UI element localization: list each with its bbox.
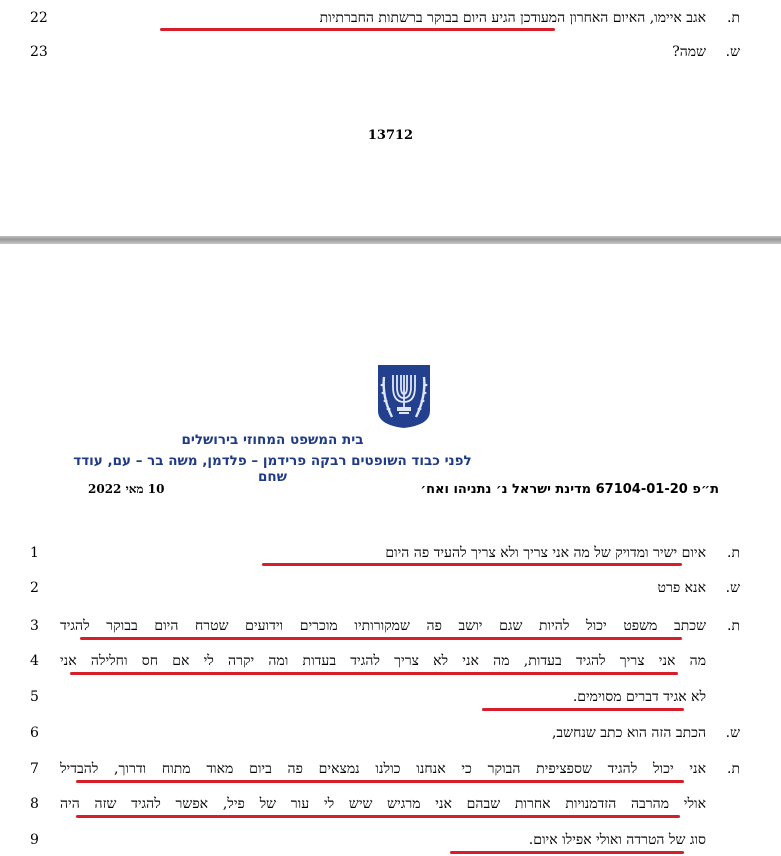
line-text: הכתב הזה הוא כתב שנחשב, bbox=[551, 725, 706, 741]
current-page bbox=[0, 244, 781, 856]
case-title: ת״פ 67104-01-20 מדינת ישראל נ׳ נתניהו ואח׳ bbox=[420, 482, 719, 497]
previous-page bbox=[0, 0, 781, 236]
line-number: 4 bbox=[30, 653, 39, 669]
line-text: אולי מהרבה הזדמנויות אחרות שבהם אני מרגיש שיש לי עור של פיל, אפשר להגיד שזה היה bbox=[60, 796, 706, 812]
red-underline bbox=[450, 851, 684, 854]
transcript-line bbox=[0, 40, 781, 64]
red-underline bbox=[160, 28, 555, 31]
line-text: שמה? bbox=[672, 44, 706, 60]
line-number: 8 bbox=[30, 796, 39, 812]
red-underline bbox=[262, 563, 682, 566]
line-text: אני יכול להגיד שספציפית הבוקר כי אנחנו כולנו נמצאים פה ביום מאוד מתוח ודרוך, להבדיל bbox=[60, 761, 706, 777]
hearing-date: 10 מאי 2022 bbox=[88, 482, 165, 496]
judges-panel: לפני כבוד השופטים רבקה פרידמן – פלדמן, משה בר – עם, עודד שחם bbox=[73, 453, 472, 485]
red-underline bbox=[80, 637, 682, 640]
line-text: איום ישיר ומדויק של מה אני צריך ולא צריך להעיד פה היום bbox=[385, 545, 706, 561]
transcript-line bbox=[0, 721, 781, 745]
red-underline bbox=[76, 780, 684, 783]
line-text: אגב איימו, האיום האחרון המעודכן הגיע היום בבוקר ברשתות החברתיות bbox=[319, 10, 706, 26]
transcript-line bbox=[0, 6, 781, 30]
line-number: 22 bbox=[30, 10, 48, 26]
transcript-line bbox=[0, 685, 781, 709]
transcript-line bbox=[0, 649, 781, 673]
line-text: סוג של הטרדה ואולי אפילו איום. bbox=[528, 832, 706, 848]
transcript-line bbox=[0, 792, 781, 816]
transcript-line bbox=[0, 757, 781, 781]
court-name: בית המשפט המחוזי בירושלים bbox=[181, 432, 364, 448]
line-number: 1 bbox=[30, 545, 39, 561]
page-separator bbox=[0, 236, 781, 244]
red-underline bbox=[482, 708, 684, 711]
transcript-line bbox=[0, 614, 781, 638]
speaker-label: ש. bbox=[725, 580, 740, 596]
line-text: אנא פרט bbox=[657, 580, 706, 596]
line-text: לא אגיד דברים מסוימים. bbox=[572, 689, 706, 705]
line-text: שכתב משפט יכול להיות שגם יושב פה שמקורותיו מוכרים וידועים שטרח היום בבוקר להגיד bbox=[60, 618, 706, 634]
speaker-label: ת. bbox=[727, 761, 740, 777]
red-underline bbox=[70, 672, 678, 675]
line-number: 2 bbox=[30, 580, 39, 596]
line-number: 3 bbox=[30, 618, 39, 634]
line-text: מה אני צריך להגיד בעדות, מה אני לא צריך להגיד בעדות ומה יקרה לי אם חס וחלילה אני bbox=[60, 653, 706, 669]
transcript-line bbox=[0, 576, 781, 600]
line-number: 5 bbox=[30, 689, 39, 705]
speaker-label: ת. bbox=[727, 10, 740, 26]
case-header bbox=[0, 482, 781, 504]
line-number: 23 bbox=[30, 44, 48, 60]
speaker-label: ש. bbox=[725, 44, 740, 60]
speaker-label: ש. bbox=[725, 725, 740, 741]
transcript-line bbox=[0, 828, 781, 852]
transcript-line bbox=[0, 541, 781, 565]
line-number: 9 bbox=[30, 832, 39, 848]
page-number: 13712 bbox=[367, 128, 414, 143]
speaker-label: ת. bbox=[727, 545, 740, 561]
line-number: 7 bbox=[30, 761, 39, 777]
menorah-state-emblem-icon bbox=[375, 363, 433, 429]
red-underline bbox=[76, 815, 680, 818]
speaker-label: ת. bbox=[727, 618, 740, 634]
line-number: 6 bbox=[30, 725, 39, 741]
